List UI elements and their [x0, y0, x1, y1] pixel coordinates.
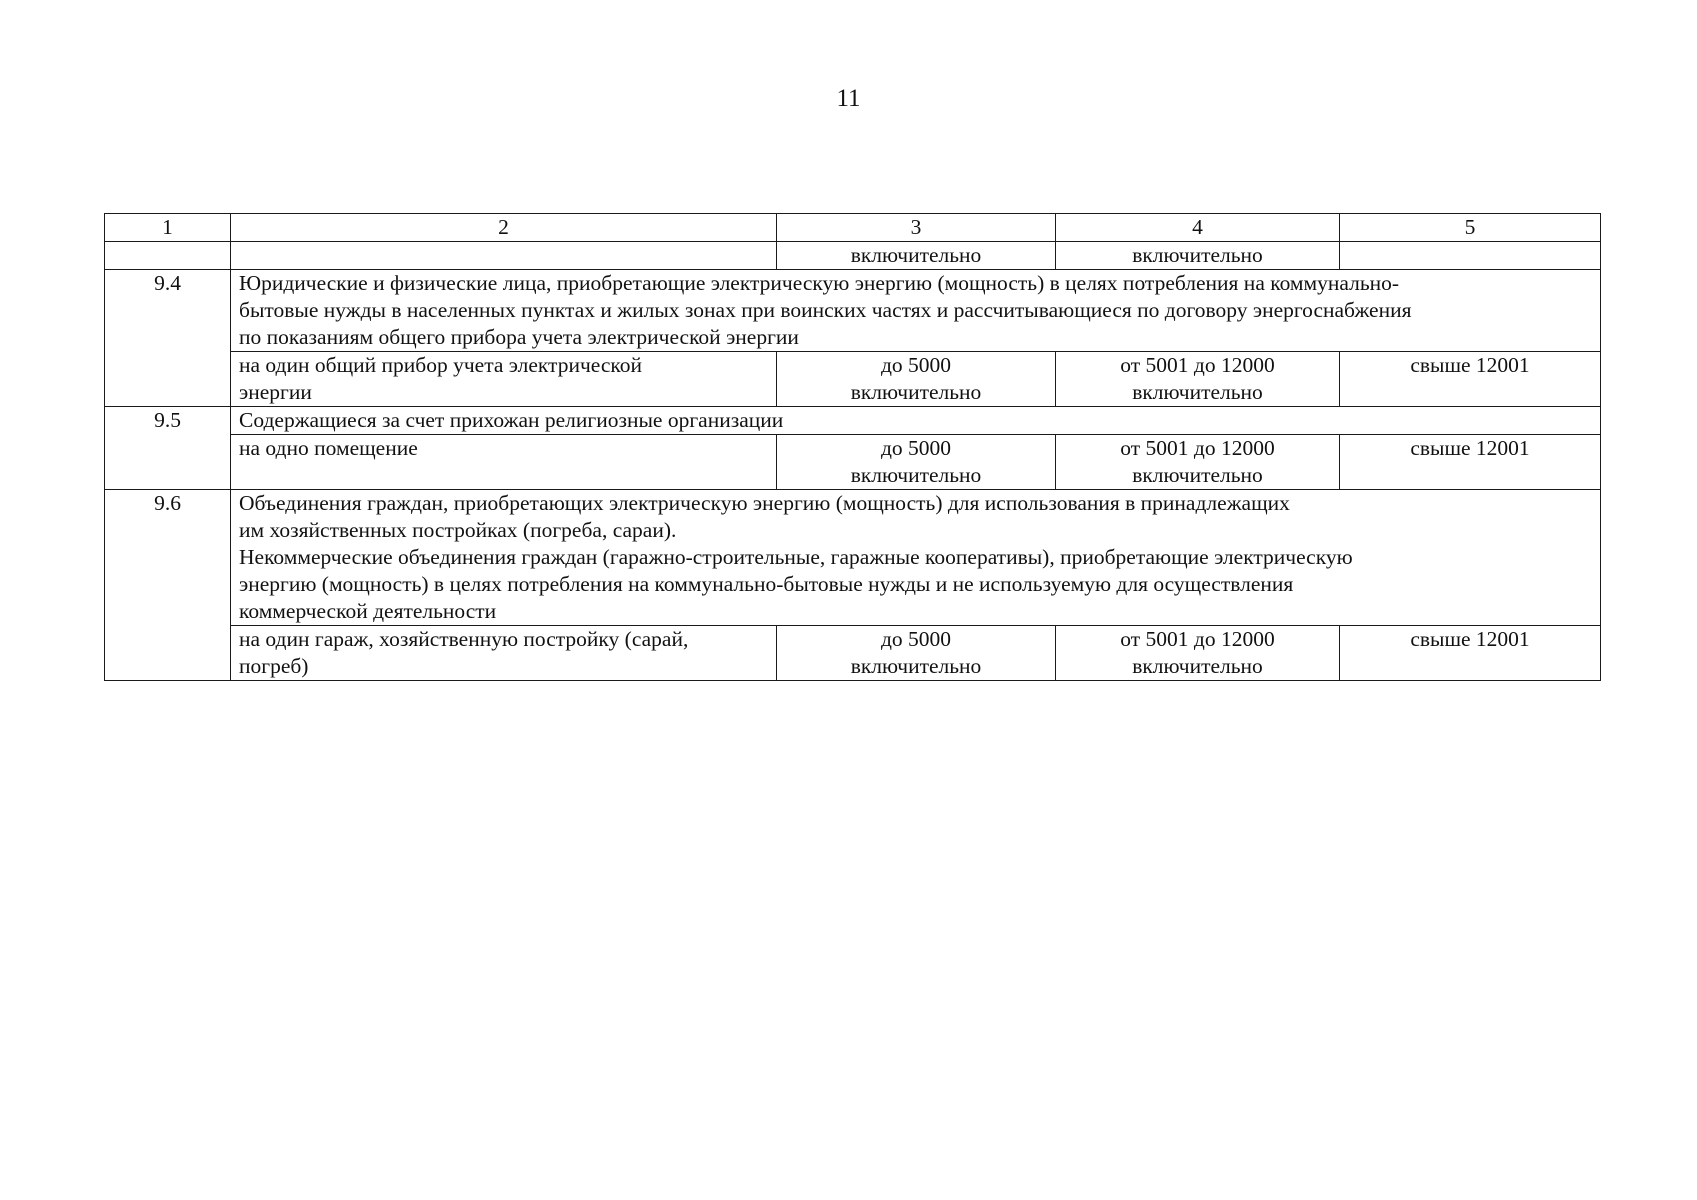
section-number: 9.6: [105, 490, 231, 681]
description-line: Объединения граждан, приобретающих электрическую энергию (мощность) для использования в принадлежащих: [239, 491, 1290, 515]
range-mid: [1056, 626, 1340, 681]
header-cell-2: 2: [231, 214, 777, 242]
range-low: [777, 626, 1056, 681]
section-number: 9.5: [105, 407, 231, 490]
range-low-note: включительно: [850, 654, 982, 678]
header-cell-4: 4: [1056, 214, 1340, 242]
section-number: 9.4: [105, 270, 231, 407]
rate-label-line: на одно помещение: [239, 436, 418, 460]
description-line: по показаниям общего прибора учета электрической энергии: [239, 325, 799, 349]
range-low-value: до 5000: [880, 353, 952, 377]
range-low-value: до 5000: [880, 436, 952, 460]
rate-label: [231, 352, 777, 407]
rate-label-line: энергии: [239, 380, 312, 404]
range-mid: [1056, 435, 1340, 490]
description-line: им хозяйственных постройках (погреба, сараи).: [239, 518, 677, 542]
rate-label-line: на один общий прибор учета электрической: [239, 353, 642, 377]
rate-label: [231, 626, 777, 681]
range-low: [777, 352, 1056, 407]
description-line: коммерческой деятельности: [239, 599, 497, 623]
range-high: свыше 12001: [1340, 352, 1601, 407]
rate-label-line: погреб): [239, 654, 309, 678]
continuation-cell-2: [231, 242, 777, 270]
rate-label: [231, 435, 777, 490]
range-mid-value: от 5001 до 12000: [1120, 436, 1275, 460]
range-mid-note: включительно: [1132, 654, 1263, 678]
continuation-cell-3: включительно: [777, 242, 1056, 270]
range-low-note: включительно: [850, 380, 982, 404]
range-mid-note: включительно: [1132, 380, 1263, 404]
range-low-note: включительно: [850, 463, 982, 487]
rate-row-9-6: [105, 626, 1601, 681]
section-description: [231, 407, 1601, 435]
tariff-table: [104, 213, 1601, 681]
section-description: [231, 490, 1601, 626]
rate-label-line: на один гараж, хозяйственную постройку (сарай,: [239, 627, 689, 651]
range-high: свыше 12001: [1340, 626, 1601, 681]
continuation-cell-4: включительно: [1056, 242, 1340, 270]
range-low: [777, 435, 1056, 490]
rate-row-9-4: [105, 352, 1601, 407]
range-mid-value: от 5001 до 12000: [1120, 627, 1275, 651]
header-cell-5: 5: [1340, 214, 1601, 242]
description-line: бытовые нужды в населенных пунктах и жилых зонах при воинских частях и рассчитывающиеся по договору энергоснабжения: [239, 298, 1412, 322]
description-line: Юридические и физические лица, приобретающие электрическую энергию (мощность) в целях потребления на коммунально-: [239, 271, 1400, 295]
range-mid-note: включительно: [1132, 463, 1263, 487]
range-mid: [1056, 352, 1340, 407]
table-header-row: [105, 214, 1601, 242]
range-low-value: до 5000: [880, 627, 952, 651]
range-high: свыше 12001: [1340, 435, 1601, 490]
section-row-9-6: [105, 490, 1601, 626]
continuation-cell-5: [1340, 242, 1601, 270]
description-line: Содержащиеся за счет прихожан религиозные организации: [239, 408, 784, 432]
range-mid-value: от 5001 до 12000: [1120, 353, 1275, 377]
section-row-9-5: [105, 407, 1601, 435]
header-cell-3: 3: [777, 214, 1056, 242]
description-line: Некоммерческие объединения граждан (гаражно-строительные, гаражные кооперативы), приобретающие электрическую: [239, 545, 1353, 569]
section-description: [231, 270, 1601, 352]
continuation-row: [105, 242, 1601, 270]
page-number: 11: [836, 85, 861, 112]
header-cell-1: 1: [105, 214, 231, 242]
continuation-cell-1: [105, 242, 231, 270]
rate-row-9-5: [105, 435, 1601, 490]
section-row-9-4: [105, 270, 1601, 352]
description-line: энергию (мощность) в целях потребления на коммунально-бытовые нужды и не используемую для осуществления: [239, 572, 1294, 596]
